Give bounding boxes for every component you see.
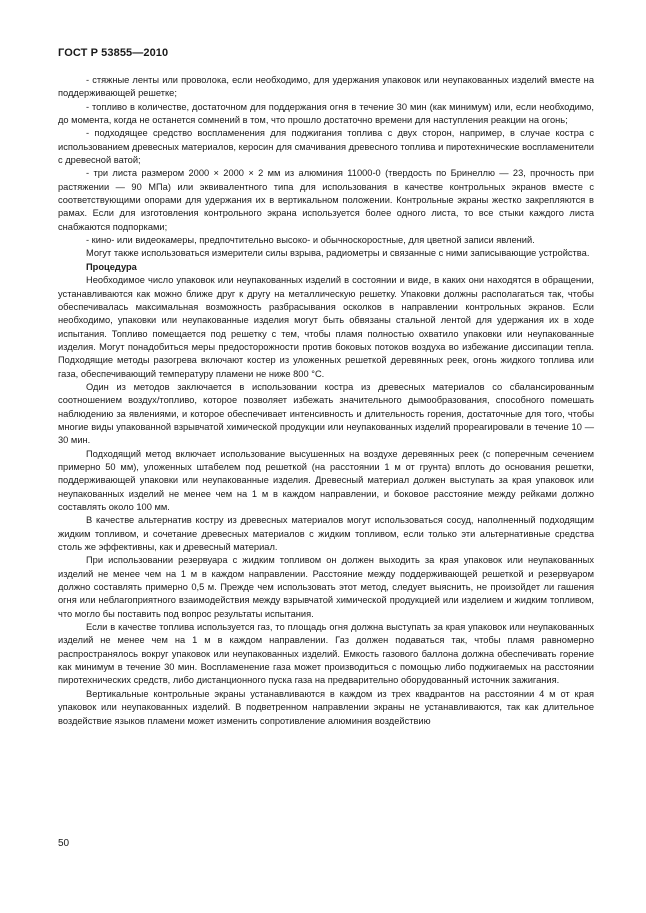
paragraph-liquid-fuel: При использовании резервуара с жидким топливом он должен выходить за края упаковок или неупакованных изделий не менее чем на 1 м в каждом направлении. Расстояние между поддерживающей решеткой и резервуаром должно составлять примерно 0,5 м. Прежде чем использовать этот метод, следует выяснить, не произойдет ли гашения огня или неблагоприятного взаимодействия между взрывчатой химической продукцией или изделием и жидким топливом, что могло бы поставить под вопрос результаты испытания.	[58, 555, 594, 619]
paragraph-gas-fuel: Если в качестве топлива используется газ, то площадь огня должна выступать за края упаковок или неупакованных изделий не менее чем на 1 м в каждом направлении. Газ должен подаваться так, чтобы пламя равномерно распространялось вокруг упаковок или неупакованных изделий. Емкость газового баллона должна обеспечивать горение как минимум в течение 30 мин. Воспламенение газа может производиться с помощью либо поджигаемых на расстоянии пиротехнических средств, либо дистанционного пуска газа на предварительно оборудованный источник зажигания.	[58, 622, 594, 686]
page-number: 50	[58, 838, 70, 849]
list-item-cameras: - кино- или видеокамеры, предпочтительно высоко- и обычноскоростные, для цветной записи явлений.	[86, 235, 535, 246]
paragraph-witness-screens-placement: Вертикальные контрольные экраны устанавливаются в каждом из трех квадрантов на расстоянии 4 м от края упаковок или неупакованных изделий. В подветренном направлении экраны не устанавливаются, так как длительное воздействие языков пламени может изменить сопротивление алюминия воздействию	[58, 688, 594, 726]
section-heading-procedure: Процедура	[86, 261, 137, 272]
paragraph-laths-method: Подходящий метод включает использование высушенных на воздухе деревянных реек (с поперечным сечением примерно 50 мм), уложенных штабелем под решеткой (на расстоянии 1 м от грунта) вплоть до основания решетки, поддерживающей упаковки или неупакованные изделия. Древесный материал должен выступать за края упаковок или неупакованных изделий не менее чем на 1 м в каждом направлении, и боковое расстояние между рейками должно составлять около 100 мм.	[58, 448, 594, 512]
document-header: ГОСТ Р 53855—2010	[58, 47, 169, 59]
list-item-witness-screens: - три листа размером 2000 × 2000 × 2 мм из алюминия 11000-0 (твердость по Бринеллю — 23, прочность при растяжении — 90 МПа) или эквивалентного типа для использования в качестве контрольных экранов вместе с соответствующими опорами для удержания их в вертикальном положении. Контрольные экраны жестко закрепляются в рамах. Если для изготовления контрольного экрана используется более одного листа, то все стыки каждого листа снабжаются подпорками;	[58, 168, 594, 232]
paragraph-measuring-devices: Могут также использоваться измерители силы взрыва, радиометры и связанные с ними записывающие устройства.	[86, 248, 590, 259]
paragraph-wood-fire: Один из методов заключается в использовании костра из древесных материалов со сбалансированным соотношением воздух/топливо, которое позволяет избежать значительного дымообразования, способного помешать наблюдению за явлениями, и которое обеспечивает интенсивность и длительность горения, достаточные для того, чтобы многие виды упакованной взрывчатой химической продукции или неупакованных изделий прореагировали в течение 10 — 30 мин.	[58, 381, 594, 446]
list-item-ignition: - подходящее средство воспламенения для поджигания топлива с двух сторон, например, в случае костра с использованием древесных материалов, керосин для смачивания древесного топлива и пиротехнические воспламенители с древесной ватой;	[58, 128, 594, 166]
list-item-fuel: - топливо в количестве, достаточном для поддержания огня в течение 30 мин (как минимум) или, если необходимо, до момента, когда не останется сомнений в том, что прошло достаточно времени для наступления реакции на огонь;	[58, 101, 594, 126]
paragraph-procedure: Необходимое число упаковок или неупакованных изделий в состоянии и виде, в каких они находятся в обращении, устанавливаются как можно ближе друг к другу на металлическую решетку. Упаковки должны располагаться так, чтобы обеспечивалась максимальная возможность разбрасывания осколков в направлении контрольных экранов. Если необходимо, упаковки или неупакованные изделия могут быть обвязаны стальной лентой для удержания их в ходе испытания. Топливо помещается под решетку с тем, чтобы пламя полностью охватило упаковки или неупакованные изделия. Могут понадобиться меры предосторожности против боковых потоков воздуха во избежание диссипации тепла. Подходящие методы разогрева включают костер из уложенных решеткой деревянных реек, огонь жидкого топлива или газа, обеспечивающий температуру пламени не ниже 800 °С.	[58, 275, 594, 379]
document-body	[58, 74, 594, 728]
paragraph-alternatives: В качестве альтернатив костру из древесных материалов могут использоваться сосуд, наполненный подходящим жидким топливом, и сочетание древесных материалов с жидким топливом, если только эти альтернативные средства столь же эффективны, как и древесный материал.	[58, 515, 594, 553]
list-item-straps: - стяжные ленты или проволока, если необходимо, для удержания упаковок или неупакованных изделий вместе на поддерживающей решетке;	[58, 75, 594, 99]
